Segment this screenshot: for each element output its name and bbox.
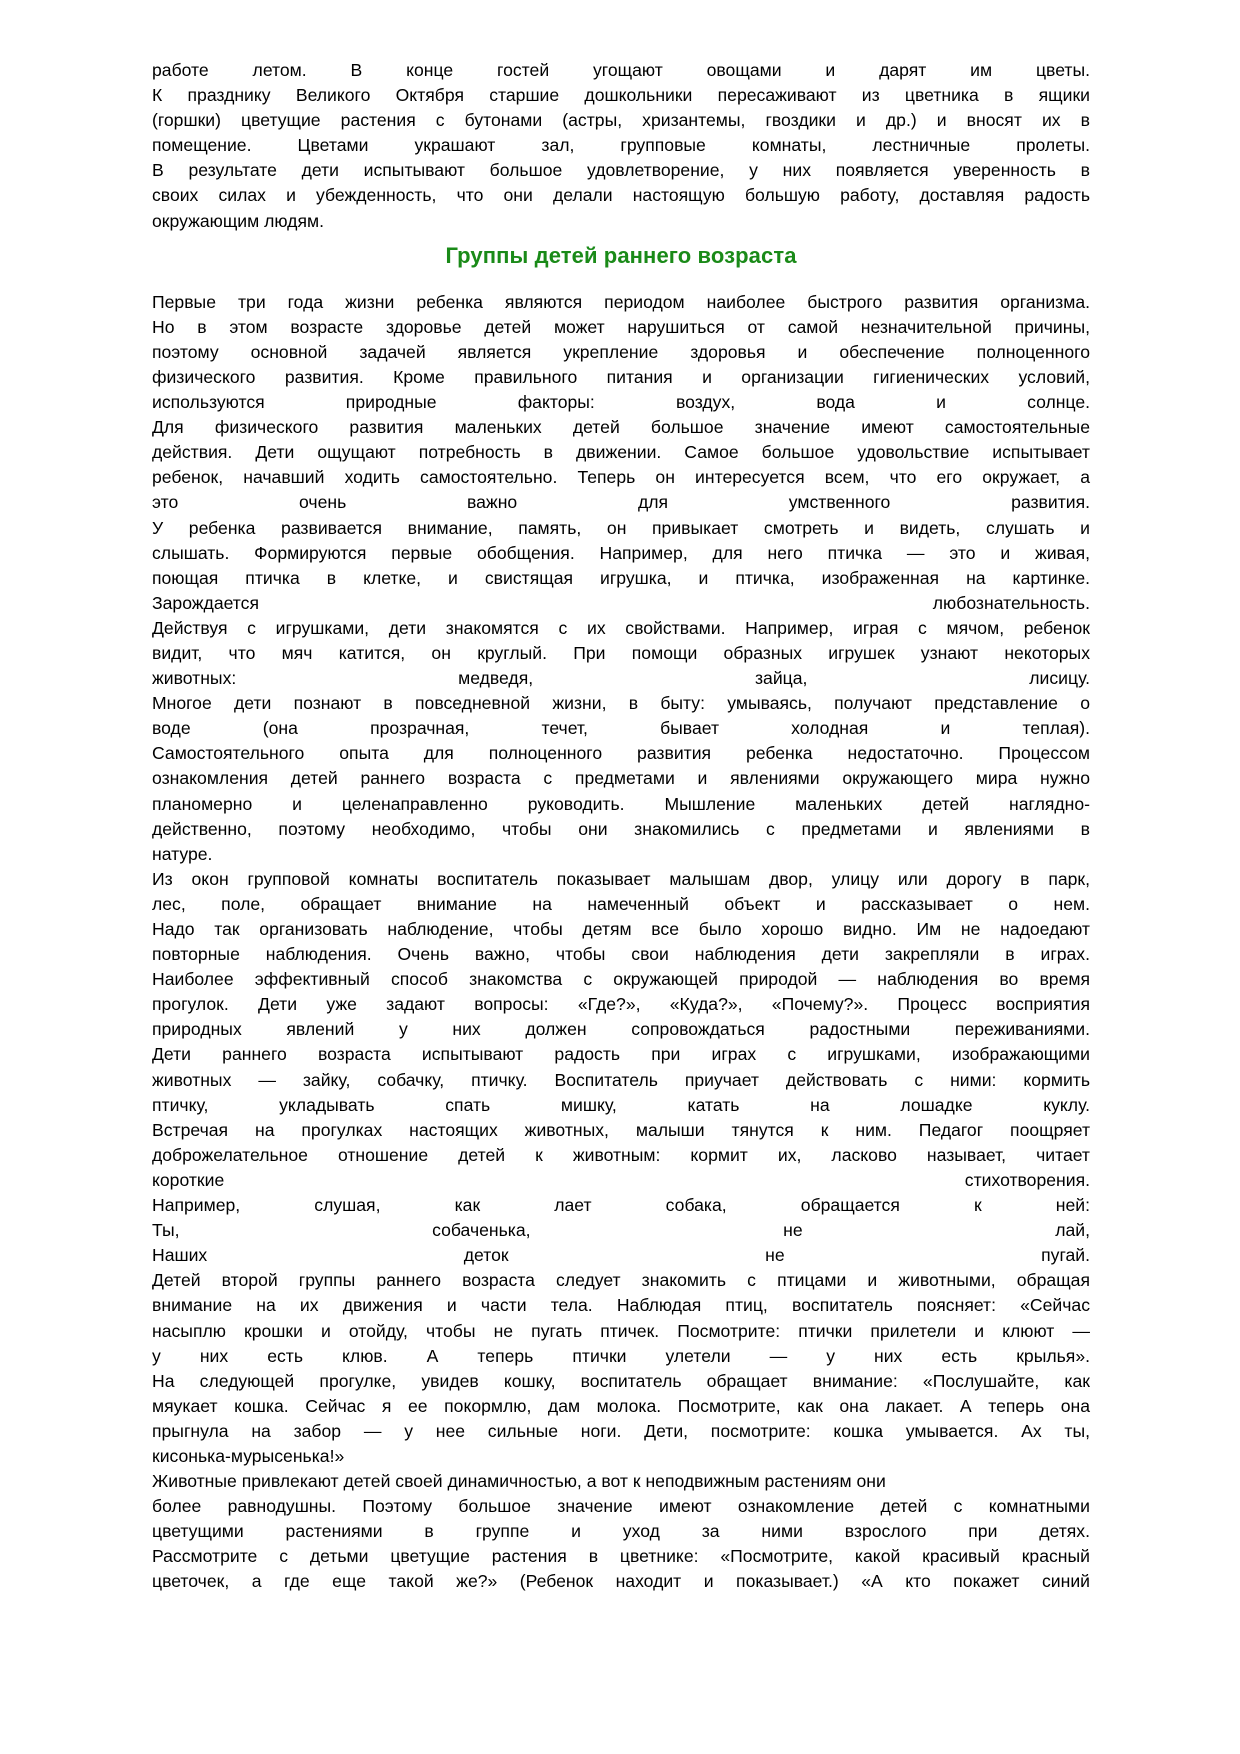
text-line: Надо так организовать наблюдение, чтобы детям все было хорошо видно. Им не надоедают — [152, 919, 1090, 939]
text-line: планомерно и целенаправленно руководить. Мышление маленьких детей наглядно- — [152, 793, 1090, 814]
text-line: поющая птичка в клетке, и свистящая игрушка, и птичка, изображенная на картинке. — [152, 567, 1090, 588]
text-line: кисонька-мурысенька!» — [152, 1445, 345, 1466]
text-line: ознакомления детей раннего возраста с предметами и явлениями окружающего мира нужно — [152, 768, 1090, 789]
text-line: ребенок, начавший ходить самостоятельно. Теперь он интересуется всем, что его окружает, а — [152, 467, 1090, 488]
text-line: В результате дети испытывают большое удовлетворение, у них появляется уверенность в — [152, 160, 1090, 181]
text-line: короткие стихотворения. — [152, 1169, 1090, 1190]
text-line: воде (она прозрачная, течет, бывает холодная и теплая). — [152, 718, 1090, 739]
text-line: Для физического развития маленьких детей большое значение имеют самостоятельные — [152, 417, 1090, 438]
text-line: Из окон групповой комнаты воспитатель показывает малышам двор, улицу или дорогу в парк, — [152, 868, 1090, 889]
text-line: Детей второй группы раннего возраста следует знакомить с птицами и животными, обращая — [152, 1270, 1090, 1291]
text-line: цветочек, а где еще такой же?» (Ребенок находит и показывает.) «А кто покажет синий — [152, 1571, 1090, 1592]
text-line: Например, слушая, как лает собака, обращается к ней: — [152, 1195, 1090, 1216]
text-line: животных — зайку, собачку, птичку. Воспитатель приучает действовать с ними: кормить — [152, 1069, 1090, 1090]
paragraph-block-before-heading — [152, 58, 1090, 234]
text-line: Действуя с игрушками, дети знакомятся с их свойствами. Например, играя с мячом, ребенок — [152, 617, 1090, 638]
text-line: прыгнула на забор — у нее сильные ноги. Дети, посмотрите: кошка умывается. Ах ты, — [152, 1420, 1090, 1441]
text-line: Самостоятельного опыта для полноценного развития ребенка недостаточно. Процессом — [152, 743, 1090, 764]
text-line: Наиболее эффективный способ знакомства с окружающей природой — наблюдения во время — [152, 969, 1090, 990]
text-line: лес, поле, обращает внимание на намеченный объект и рассказывает о нем. — [152, 893, 1090, 914]
text-line: действенно, поэтому необходимо, чтобы они знакомились с предметами и явлениями в — [152, 818, 1090, 839]
text-line: используются природные факторы: воздух, вода и солнце. — [152, 392, 1090, 413]
text-line: это очень важно для умственного развития. — [152, 492, 1090, 513]
text-line: Первые три года жизни ребенка являются периодом наиболее быстрого развития организма. — [152, 291, 1090, 312]
text-line: Многое дети познают в повседневной жизни, в быту: умываясь, получают представление о — [152, 693, 1090, 714]
text-line: природных явлений у них должен сопровождаться радостными переживаниями. — [152, 1019, 1090, 1040]
paragraph-block-after-heading — [152, 290, 1090, 1595]
text-line: Но в этом возрасте здоровье детей может нарушиться от самой незначительной причины, — [152, 316, 1090, 337]
text-line: насыплю крошки и отойду, чтобы не пугать птичек. Посмотрите: птички прилетели и клюют — — [152, 1320, 1090, 1341]
text-line: животных: медведя, зайца, лисицу. — [152, 668, 1090, 689]
text-line: На следующей прогулке, увидев кошку, воспитатель обращает внимание: «Послушайте, как — [152, 1370, 1090, 1391]
document-text-body — [152, 58, 1090, 1595]
text-line: работе летом. В конце гостей угощают овощами и дарят им цветы. — [152, 60, 1090, 80]
text-line: действия. Дети ощущают потребность в движении. Самое большое удовольствие испытывает — [152, 442, 1090, 463]
text-line: К празднику Великого Октября старшие дошкольники пересаживают из цветника в ящики — [152, 85, 1090, 106]
text-line: мяукает кошка. Сейчас я ее покормлю, дам молока. Посмотрите, как она лакает. А теперь она — [152, 1395, 1090, 1416]
text-line: поэтому основной задачей является укрепление здоровья и обеспечение полноценного — [152, 341, 1090, 362]
text-line: своих силах и убежденность, что они делали настоящую большую работу, доставляя радость — [152, 185, 1090, 206]
text-line: натуре. — [152, 843, 213, 864]
text-line: слышать. Формируются первые обобщения. Например, для него птичка — это и живая, — [152, 542, 1090, 563]
text-line: помещение. Цветами украшают зал, групповые комнаты, лестничные пролеты. — [152, 135, 1090, 156]
text-line: более равнодушны. Поэтому большое значение имеют ознакомление детей с комнатными — [152, 1496, 1090, 1517]
text-line: внимание на их движения и части тела. Наблюдая птиц, воспитатель поясняет: «Сейчас — [152, 1295, 1090, 1316]
text-line: птичку, укладывать спать мишку, катать на лошадке куклу. — [152, 1094, 1090, 1115]
text-line: прогулок. Дети уже задают вопросы: «Где?», «Куда?», «Почему?». Процесс восприятия — [152, 994, 1090, 1015]
text-line: У ребенка развивается внимание, память, он привыкает смотреть и видеть, слушать и — [152, 517, 1090, 538]
text-line: цветущими растениями в группе и уход за ними взрослого при детях. — [152, 1521, 1090, 1542]
text-line: Дети раннего возраста испытывают радость при играх с игрушками, изображающими — [152, 1044, 1090, 1065]
text-line: Ты, собаченька, не лай, — [152, 1220, 1090, 1241]
text-line: доброжелательное отношение детей к животным: кормит их, ласково называет, читает — [152, 1144, 1090, 1165]
text-line: повторные наблюдения. Очень важно, чтобы свои наблюдения дети закрепляли в играх. — [152, 944, 1090, 965]
text-line: у них есть клюв. А теперь птички улетели — у них есть крылья». — [152, 1345, 1090, 1366]
text-line: окружающим людям. — [152, 210, 324, 231]
section-heading: Группы детей раннего возраста — [445, 242, 797, 268]
text-line: Наших деток не пугай. — [152, 1245, 1090, 1266]
text-line: Зарождается любознательность. — [152, 592, 1090, 613]
text-line: Животные привлекают детей своей динамичностью, а вот к неподвижным растениям они — [152, 1471, 886, 1492]
text-line: Встречая на прогулках настоящих животных, малыши тянутся к ним. Педагог поощряет — [152, 1119, 1090, 1140]
text-line: (горшки) цветущие растения с бутонами (астры, хризантемы, гвоздики и др.) и вносят их в — [152, 110, 1090, 131]
text-line: Рассмотрите с детьми цветущие растения в цветнике: «Посмотрите, какой красивый красный — [152, 1546, 1090, 1567]
text-line: физического развития. Кроме правильного питания и организации гигиенических условий, — [152, 366, 1090, 387]
text-line: видит, что мяч катится, он круглый. При помощи образных игрушек узнают некоторых — [152, 642, 1090, 663]
